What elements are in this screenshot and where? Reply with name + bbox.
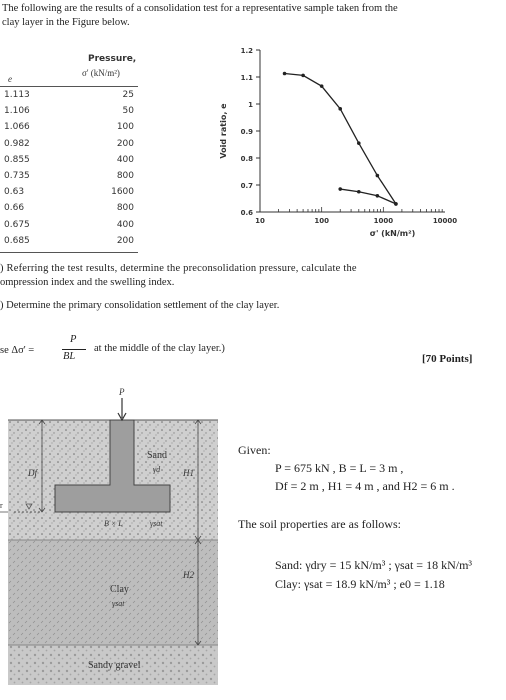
table-cell-e: 0.675 [4,219,30,230]
given-line-1: P = 675 kN , B = L = 3 m , [275,461,404,475]
data-point [283,72,287,76]
sand-gamma-label: γd [153,465,161,474]
question-1-line-2: ompression index and the swelling index. [0,277,175,288]
void-ratio-chart [210,40,460,260]
y-tick-label: 1 [248,101,253,109]
use-formula-suffix: at the middle of the clay layer.) [94,343,225,354]
table-cell-pressure: 200 [116,235,134,246]
y-tick-label: 1.1 [240,74,253,82]
data-point [394,202,398,206]
sand-label: Sand [147,450,167,461]
data-point [320,84,324,88]
table-cell-pressure: 800 [116,171,134,181]
question-2: ) Determine the primary consolidation settlement of the clay layer. [0,300,280,311]
table-cell-e: 0.63 [4,187,25,198]
table-header-e: e [8,74,12,84]
table-cell-pressure: 100 [116,122,134,133]
y-tick-label: 1.2 [240,47,253,55]
table-cell-e: 0.685 [4,235,30,246]
data-point [376,194,380,198]
given-line-2: Df = 2 m , H1 = 4 m , and H2 = 6 m . [275,479,455,493]
formula-denominator: BL [63,351,76,362]
x-tick-label: 100 [314,217,329,225]
table-cell-e: 0.982 [4,138,30,149]
sand-properties: Sand: γdry = 15 kN/m³ ; γsat = 18 kN/m³ [275,558,472,572]
given-title: Given: [238,443,271,457]
table-cell-pressure: 800 [116,203,134,214]
table-cell-e: 0.855 [4,154,30,165]
data-point [357,190,361,194]
question-1 [0,262,506,290]
table-bottom-rule [0,252,138,253]
table-cell-pressure: 200 [116,138,134,149]
x-tick-label: 10000 [432,217,458,225]
table-cell-e: 1.066 [4,122,30,133]
table-header-pressure-unit: σ' (kN/m²) [82,68,120,78]
y-tick-label: 0.8 [240,155,253,163]
clay-gamma-label: γsat [112,599,125,608]
intro-line-2: clay layer in the Figure below. [2,17,130,28]
table-header-rule [0,86,138,87]
table-header-pressure: Pressure, [88,54,137,64]
h1-label: H1 [183,468,194,478]
clay-label: Clay [110,584,129,595]
question-1-line-1: ) Referring the test results, determine the preconsolidation pressure, calculate the [0,263,357,274]
table-cell-e: 1.113 [4,90,30,100]
bxl-label: B × L [104,519,123,528]
soil-profile-figure [0,380,230,700]
table-cell-pressure: 1600 [111,187,134,198]
data-point [357,141,361,145]
data-point [338,107,342,111]
load-label: P [119,387,125,397]
y-tick-label: 0.6 [240,209,253,217]
formula-numerator: P [70,334,77,345]
use-formula [0,333,300,369]
table-cell-e: 0.66 [4,203,25,214]
y-tick-label: 0.9 [240,128,253,136]
use-formula-prefix: se Δσ' = [0,345,35,356]
table-cell-e: 1.106 [4,106,30,117]
sandy-gravel-label: Sandy gravel [88,660,141,671]
table-cell-pressure: 50 [122,106,134,117]
h2-label: H2 [183,570,194,580]
left-mark-label: r [0,501,3,510]
table-cell-e: 0.735 [4,171,30,181]
table-cell-pressure: 400 [116,219,134,230]
intro-line-1: The following are the results of a consolidation test for a representative sample taken from the [2,3,398,14]
points-label: [70 Points] [422,353,473,365]
table-cell-pressure: 400 [116,154,134,165]
x-tick-label: 1000 [373,217,394,225]
intro-text [2,2,506,30]
x-tick-label: 10 [255,217,265,225]
clay-properties: Clay: γsat = 18.9 kN/m³ ; e0 = 1.18 [275,577,445,591]
y-tick-label: 0.7 [240,182,253,190]
data-point [301,74,305,78]
data-point [338,187,342,191]
df-label: Df [28,468,37,478]
gamma-sat-label: γsat [150,519,163,528]
soil-properties-intro: The soil properties are as follows: [238,517,401,531]
table-cell-pressure: 25 [122,90,134,100]
data-point [376,174,380,178]
series-line [285,73,396,203]
consolidation-table [0,46,140,256]
x-axis-label: σ' (kN/m²) [369,229,416,238]
y-axis-label: Void ratio, e [219,103,228,159]
